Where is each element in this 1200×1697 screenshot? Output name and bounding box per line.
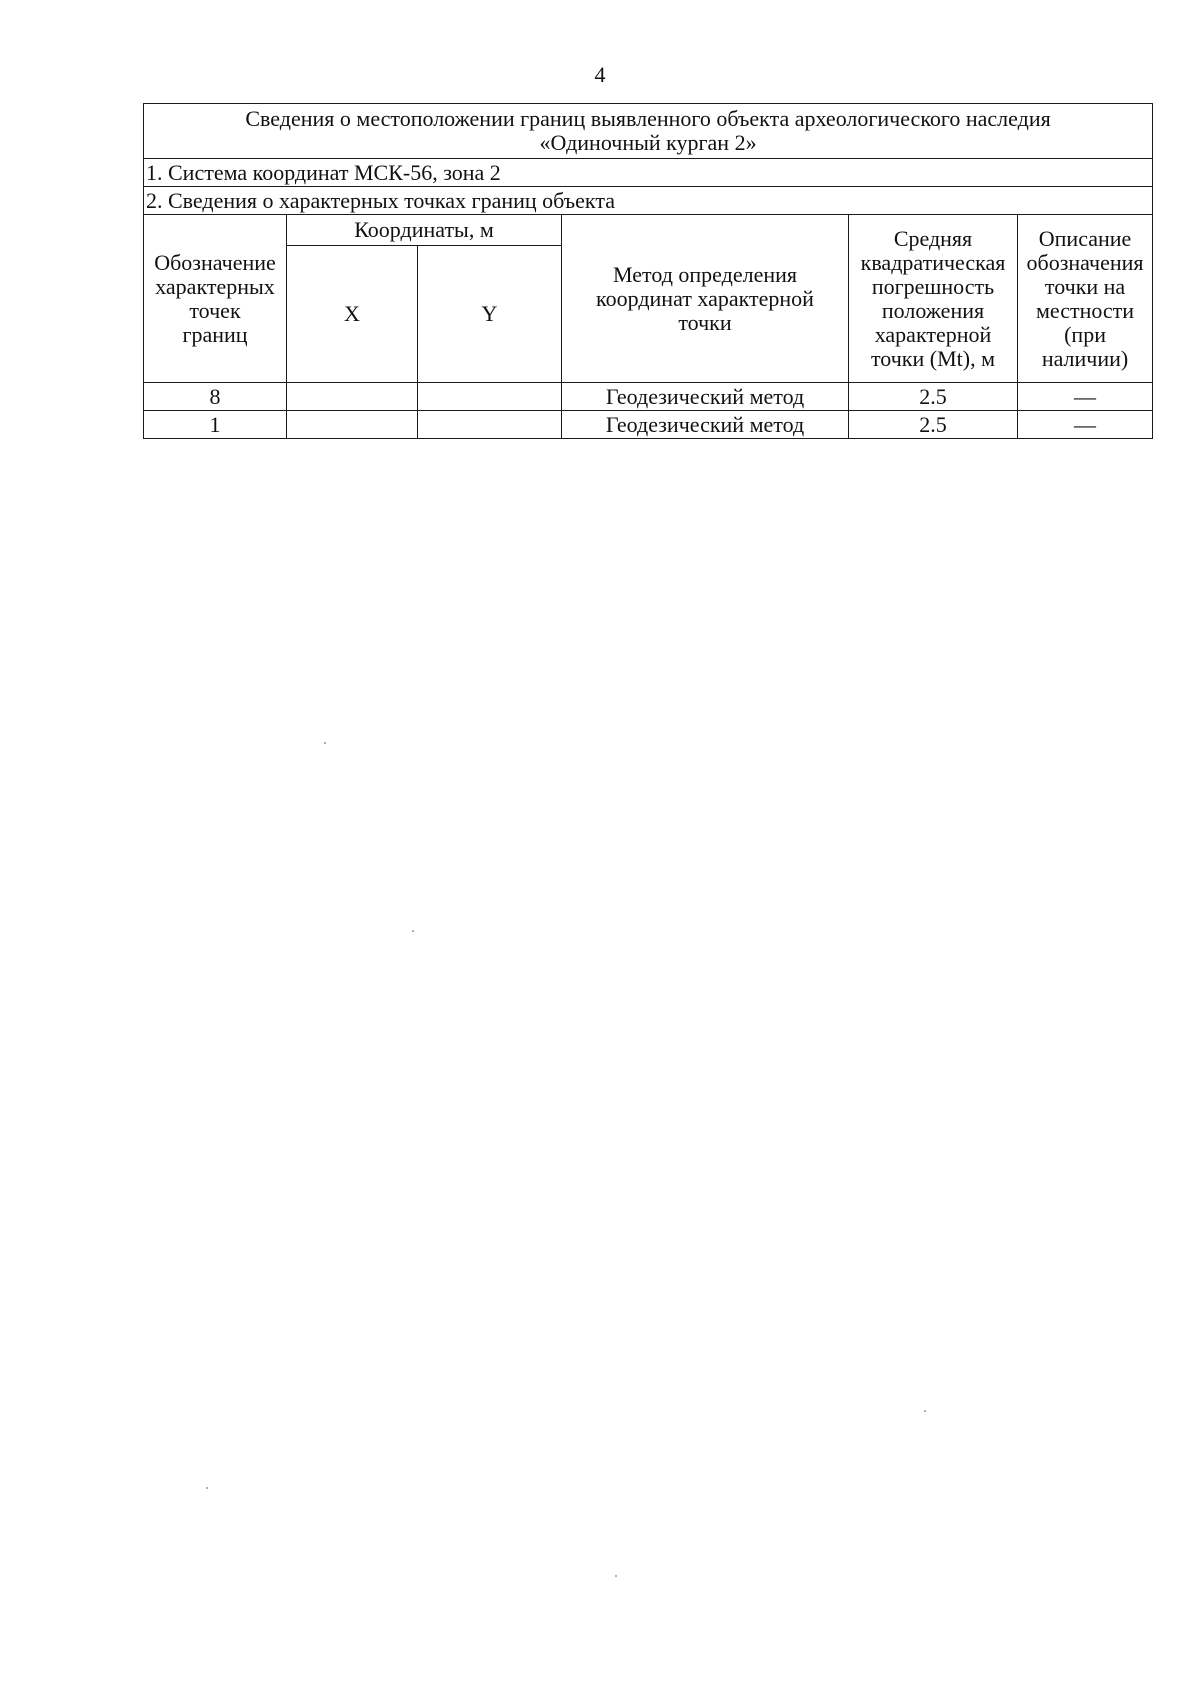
point-designation: 1 (144, 411, 287, 439)
table-row (144, 411, 1153, 439)
description-header-line: (при (1064, 321, 1106, 347)
description-value: — (1018, 411, 1153, 439)
x-header: X (287, 246, 418, 383)
description-header-line: точки на (1044, 273, 1126, 299)
designation-header-line: границ (182, 321, 248, 347)
description-header (1018, 215, 1153, 383)
scan-speck (324, 742, 326, 744)
boundary-points-table (143, 103, 1153, 439)
table-title-line-1: Сведения о местоположении границ выявленного объекта археологического наследия (245, 106, 1051, 131)
description-header-line: местности (1035, 297, 1135, 323)
page-number: 4 (594, 62, 606, 87)
table-title-line-2: «Одиночный курган 2» (539, 130, 757, 155)
designation-header-line: точек (189, 297, 241, 323)
error-header-line: Средняя (893, 225, 973, 251)
header-row (144, 215, 1153, 246)
scan-speck (412, 930, 414, 932)
scan-speck (924, 1410, 926, 1412)
error-value: 2.5 (849, 411, 1018, 439)
coordinate-system-label: 1. Система координат МСК-56, зона 2 (144, 159, 1153, 187)
method-header-line: точки (678, 309, 732, 335)
designation-header-line: Обозначение (154, 249, 276, 275)
y-value (418, 383, 562, 411)
description-header-line: Описание (1038, 225, 1132, 251)
error-header-line: квадратическая (860, 249, 1006, 275)
table-title-row (144, 104, 1153, 159)
designation-header-line: характерных (155, 273, 275, 299)
designation-header (144, 215, 287, 383)
x-value (287, 383, 418, 411)
points-section-label: 2. Сведения о характерных точках границ объекта (144, 187, 1153, 215)
coordinate-system-row (144, 159, 1153, 187)
error-header-line: погрешность (871, 273, 995, 299)
description-header-line: наличии) (1041, 345, 1129, 371)
error-header-line: точки (Mt), м (870, 345, 996, 371)
method-value: Геодезический метод (562, 411, 849, 439)
error-value: 2.5 (849, 383, 1018, 411)
method-value: Геодезический метод (562, 383, 849, 411)
error-header (849, 215, 1018, 383)
method-header-line: Метод определения (612, 261, 798, 287)
scan-speck (615, 1575, 617, 1577)
error-header-line: положения (881, 297, 985, 323)
coordinates-header: Координаты, м (287, 215, 562, 246)
table-title (144, 104, 1153, 159)
description-header-line: обозначения (1026, 249, 1144, 275)
method-header-line: координат характерной (596, 285, 814, 311)
points-section-row (144, 187, 1153, 215)
y-value (418, 411, 562, 439)
error-header-line: характерной (874, 321, 992, 347)
y-header: Y (418, 246, 562, 383)
method-header (562, 215, 849, 383)
point-designation: 8 (144, 383, 287, 411)
scan-speck (206, 1487, 208, 1489)
x-value (287, 411, 418, 439)
description-value: — (1018, 383, 1153, 411)
table-row (144, 383, 1153, 411)
